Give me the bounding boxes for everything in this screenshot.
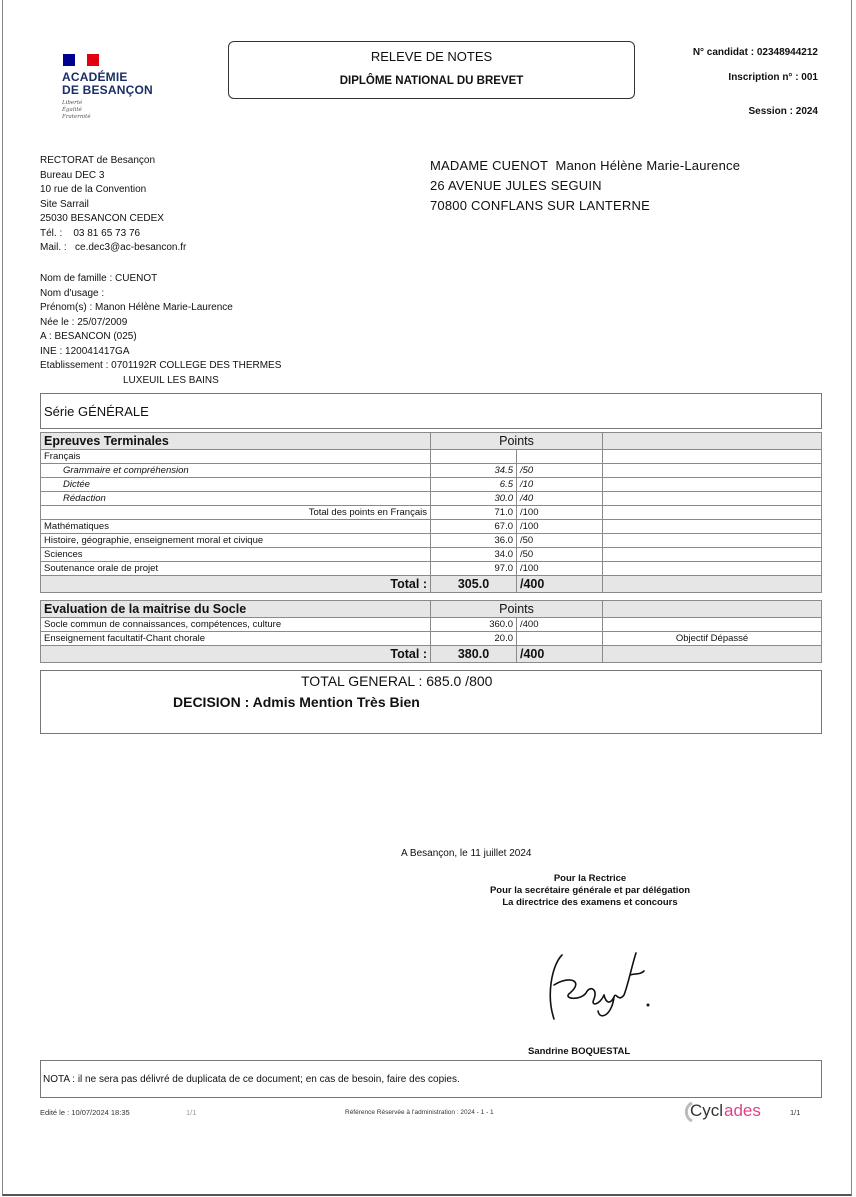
document-subtitle: DIPLÔME NATIONAL DU BREVET <box>339 75 524 87</box>
identity-line: LUXEUIL LES BAINS <box>123 374 219 386</box>
identity-line: Née le : 25/07/2009 <box>40 316 128 328</box>
subject-label: Sciences <box>41 548 431 562</box>
rectorat-address <box>40 154 186 256</box>
identity-line: Nom de famille : CUENOT <box>40 273 158 284</box>
academie-logo <box>62 71 153 121</box>
place-date: A Besançon, le 11 juillet 2024 <box>401 848 532 859</box>
rectorat-line: Site Sarrail <box>40 198 89 210</box>
document-title-box <box>228 41 635 99</box>
total-score: 305.0 <box>431 576 517 593</box>
note: Objectif Dépassé <box>603 632 822 646</box>
page-number: 1/1 <box>790 1108 801 1117</box>
rectorat-line: Tél. : 03 81 65 73 76 <box>40 227 141 239</box>
subject-label: Soutenance orale de projet <box>41 562 431 576</box>
session: Session : 2024 <box>748 106 818 117</box>
table-row <box>41 618 822 632</box>
table-row <box>41 520 822 534</box>
max-score: /400 <box>517 618 603 632</box>
result-box <box>40 670 822 734</box>
note <box>603 618 822 632</box>
score: 34.5 <box>431 464 517 478</box>
recipient-line: 26 AVENUE JULES SEGUIN <box>430 178 602 193</box>
subject-label: Grammaire et compréhension <box>41 464 431 478</box>
serie-label: Série GÉNÉRALE <box>44 404 149 419</box>
score: 67.0 <box>431 520 517 534</box>
table-header-row <box>41 433 822 450</box>
nota-box <box>40 1060 822 1098</box>
table-header-row <box>41 601 822 618</box>
rectorat-line: Bureau DEC 3 <box>40 169 105 181</box>
rectorat-line: RECTORAT de Besançon <box>40 155 156 166</box>
motto-line: Liberté <box>62 100 83 106</box>
table-header: Epreuves Terminales <box>41 433 431 450</box>
logo-line1: ACADÉMIE <box>62 70 128 84</box>
subject-label: Socle commun de connaissances, compétences, culture <box>41 618 431 632</box>
subject-label: Total des points en Français <box>41 506 431 520</box>
socle-table <box>40 600 822 663</box>
subject-label: Dictée <box>41 478 431 492</box>
table-total-row <box>41 646 822 663</box>
cyclades-logo <box>676 1100 776 1122</box>
reference: Référence Réservée à l'administration : 2024 - 1 - 1 <box>345 1109 494 1116</box>
points-header: Points <box>431 601 603 618</box>
signatory-line: Pour la secrétaire générale et par délégation <box>489 885 691 896</box>
score: 360.0 <box>431 618 517 632</box>
score: 30.0 <box>431 492 517 506</box>
score: 34.0 <box>431 548 517 562</box>
table-total-row <box>41 576 822 593</box>
subject-label: Rédaction <box>41 492 431 506</box>
recipient-line: 70800 CONFLANS SUR LANTERNE <box>430 198 650 213</box>
max-score: /100 <box>517 506 603 520</box>
candidate-number: N° candidat : 02348944212 <box>692 47 818 58</box>
logo-line2: DE BESANÇON <box>62 83 153 97</box>
subject-label: Mathématiques <box>41 520 431 534</box>
score: 6.5 <box>431 478 517 492</box>
identity-line: Nom d'usage : <box>40 287 105 299</box>
max-score: /50 <box>517 548 603 562</box>
max-score: /100 <box>517 520 603 534</box>
total-max: /400 <box>517 646 603 663</box>
identity-line: Prénom(s) : Manon Hélène Marie-Laurence <box>40 302 233 313</box>
points-header: Points <box>431 433 603 450</box>
recipient-line: MADAME CUENOT Manon Hélène Marie-Laurence <box>430 158 741 173</box>
table-row <box>41 562 822 576</box>
max-score <box>517 632 603 646</box>
signatory-block <box>440 873 740 909</box>
table-row <box>41 632 822 646</box>
max-score: /10 <box>517 478 603 492</box>
total-label: Total : <box>41 646 431 663</box>
signatory-line: Pour la Rectrice <box>553 873 627 884</box>
max-score: /40 <box>517 492 603 506</box>
motto-line: Fraternité <box>62 114 91 120</box>
identity-line: INE : 120041417GA <box>40 345 130 357</box>
subject-label: Enseignement facultatif-Chant chorale <box>41 632 431 646</box>
signatory-line: La directrice des examens et concours <box>502 897 678 908</box>
max-score: /50 <box>517 534 603 548</box>
flag-icon <box>63 54 99 66</box>
identity-line: Etablissement : 0701192R COLLEGE DES THERMES <box>40 360 282 371</box>
signature-image <box>540 945 660 1025</box>
subject-label: Histoire, géographie, enseignement moral et civique <box>41 534 431 548</box>
motto-line: Égalité <box>62 107 82 113</box>
total-label: Total : <box>41 576 431 593</box>
subject-label: Français <box>41 450 431 464</box>
table-row <box>41 506 822 520</box>
nota-text: NOTA : il ne sera pas délivré de duplicata de ce document; en cas de besoin, faire des copies. <box>43 1074 460 1085</box>
edited-date: Edité le : 10/07/2024 18:35 <box>40 1108 130 1117</box>
signature-name: Sandrine BOQUESTAL <box>528 1046 631 1057</box>
grades-table <box>40 432 822 593</box>
table-row <box>41 534 822 548</box>
brand-part-a: Cycl <box>690 1101 724 1120</box>
rectorat-line: 25030 BESANCON CEDEX <box>40 213 164 224</box>
table-row <box>41 464 822 478</box>
max-score: /50 <box>517 464 603 478</box>
table-row <box>41 492 822 506</box>
rectorat-line: 10 rue de la Convention <box>40 184 147 195</box>
document-title: RELEVE DE NOTES <box>370 49 493 64</box>
max-score: /100 <box>517 562 603 576</box>
inscription-number: Inscription n° : 001 <box>728 72 818 83</box>
candidate-identity <box>40 272 281 388</box>
brand-part-b: ades <box>724 1101 761 1120</box>
page-small: 1/1 <box>186 1108 197 1117</box>
table-row <box>41 478 822 492</box>
table-header: Evaluation de la maitrise du Socle <box>41 601 431 618</box>
total-general: TOTAL GENERAL : 685.0 /800 <box>301 673 493 689</box>
serie-box <box>40 393 822 429</box>
score: 36.0 <box>431 534 517 548</box>
table-row <box>41 450 822 464</box>
score: 20.0 <box>431 632 517 646</box>
total-max: /400 <box>517 576 603 593</box>
score: 97.0 <box>431 562 517 576</box>
rectorat-line: Mail. : ce.dec3@ac-besancon.fr <box>40 242 187 253</box>
total-score: 380.0 <box>431 646 517 663</box>
recipient-address <box>430 156 740 216</box>
identity-line: A : BESANCON (025) <box>40 331 137 342</box>
decision: DECISION : Admis Mention Très Bien <box>173 694 420 710</box>
score: 71.0 <box>431 506 517 520</box>
table-row <box>41 548 822 562</box>
